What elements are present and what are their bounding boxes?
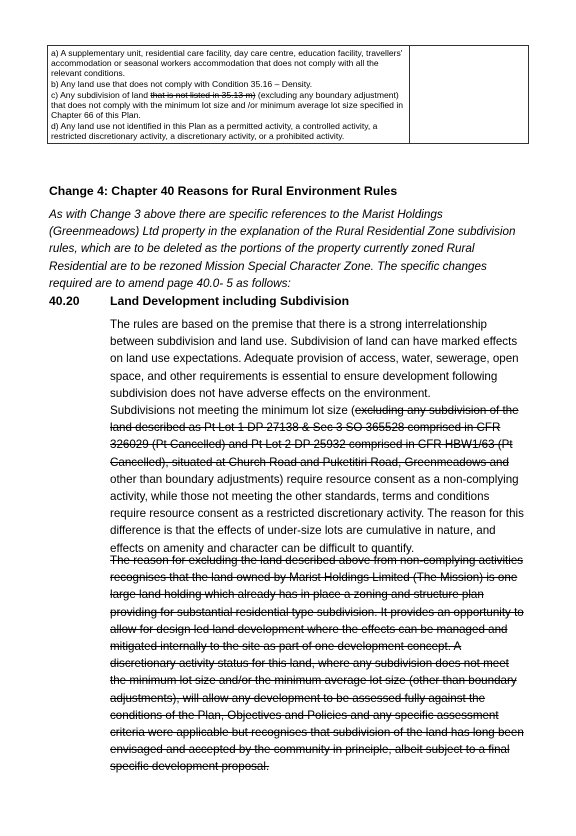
struck-text: The reason for excluding the land described above from non-complying activities recognises that the land owned by Marist Holdings Limited (The Mission) is one large land holding which already has in place a zoning and structure plan providing for substantial residential type subdivision. It provides an opportunity to allow for design led land development where the effects can be managed and mitigated internally to the site as part of one development concept. A discretionary activity status for this land, where any subdivision does not meet the minimum lot size and/or the minimum average lot size (other than boundary adjustments), will allow any development to be assessed fully against the conditions of the Plan, Objectives and Policies and any specific assessment criteria were applicable but recognises that subdivision of the land has long been envisaged and accepted by the community in principle, albeit subject to a final specific development proposal. — [110, 554, 524, 774]
rule-item-c-suffix: (excluding any boundary adjustment) that does not comply with the minimum lot size and /or minimum average lot size specified in Chapter 66 of this Plan. — [51, 90, 404, 120]
section-number: 40.20 — [49, 294, 80, 308]
paragraph-3 — [110, 552, 527, 776]
table-cell — [48, 46, 410, 144]
table-cell-empty — [410, 46, 529, 144]
rule-item-a: a) A supplementary unit, residential care facility, day care centre, education facility, travellers' accommodation or seasonal workers accommodation that does not comply with all the relevant conditions. — [51, 48, 403, 78]
paragraph-1: The rules are based on the premise that there is a strong interrelationship between subdivision and land use. Subdivision of land can have marked effects on land use expectations. Adequate provision of access, water, sewerage, open space, and other requirements is essential to ensure development following subdivision does not have adverse effects on the environment. — [110, 318, 519, 400]
paragraph-2 — [110, 402, 527, 557]
rule-item-c — [51, 90, 406, 120]
struck-text: excluding any subdivision of the land described as Pt Lot 1 DP 27138 & Sec 3 SO 365528 comprised in CFR 326029 (Pt Cancelled) and Pt Lot 2 DP 25932 comprised in CFR HBW1/63 (Pt Cancelled), situated at Church Road and Puketitiri Road, Greenmeadows and — [110, 404, 519, 469]
intro-paragraph: As with Change 3 above there are specific references to the Marist Holdings (Greenmeadows) Ltd property in the explanation of the Rural Residential Zone subdivision rules, which are to be deleted as the portions of the property currently zoned Rural Residential are to be rezoned Mission Special Character Zone. The specific changes required are to amend page 40.0- 5 as follows: — [49, 208, 516, 290]
struck-text: that is not listed in 35.13 m) — [150, 90, 256, 100]
change-heading: Change 4: Chapter 40 Reasons for Rural Environment Rules — [49, 184, 398, 198]
section-title: Land Development including Subdivision — [110, 294, 350, 308]
paragraph-2-suffix: other than boundary adjustments) require resource consent as a non-complying activity, while those not meeting the other standards, terms and conditions require resource consent as a restricted discretionary activity. The reason for this difference is that the effects of under-size lots are cumulative in nature, and effects on amenity and character can be difficult to quantify. — [110, 472, 524, 555]
rule-item-b: b) Any land use that does not comply with Condition 35.16 – Density. — [51, 79, 313, 89]
rules-table — [47, 45, 529, 144]
rule-item-c-prefix: c) Any subdivision of land — [51, 90, 151, 100]
rule-item-d: d) Any land use not identified in this Plan as a permitted activity, a controlled activity, a restricted discretionary activity, a discretionary activity, or a prohibited activity. — [51, 121, 378, 141]
table-row — [48, 46, 529, 144]
paragraph-2-prefix: Subdivisions not meeting the minimum lot size ( — [110, 404, 355, 417]
